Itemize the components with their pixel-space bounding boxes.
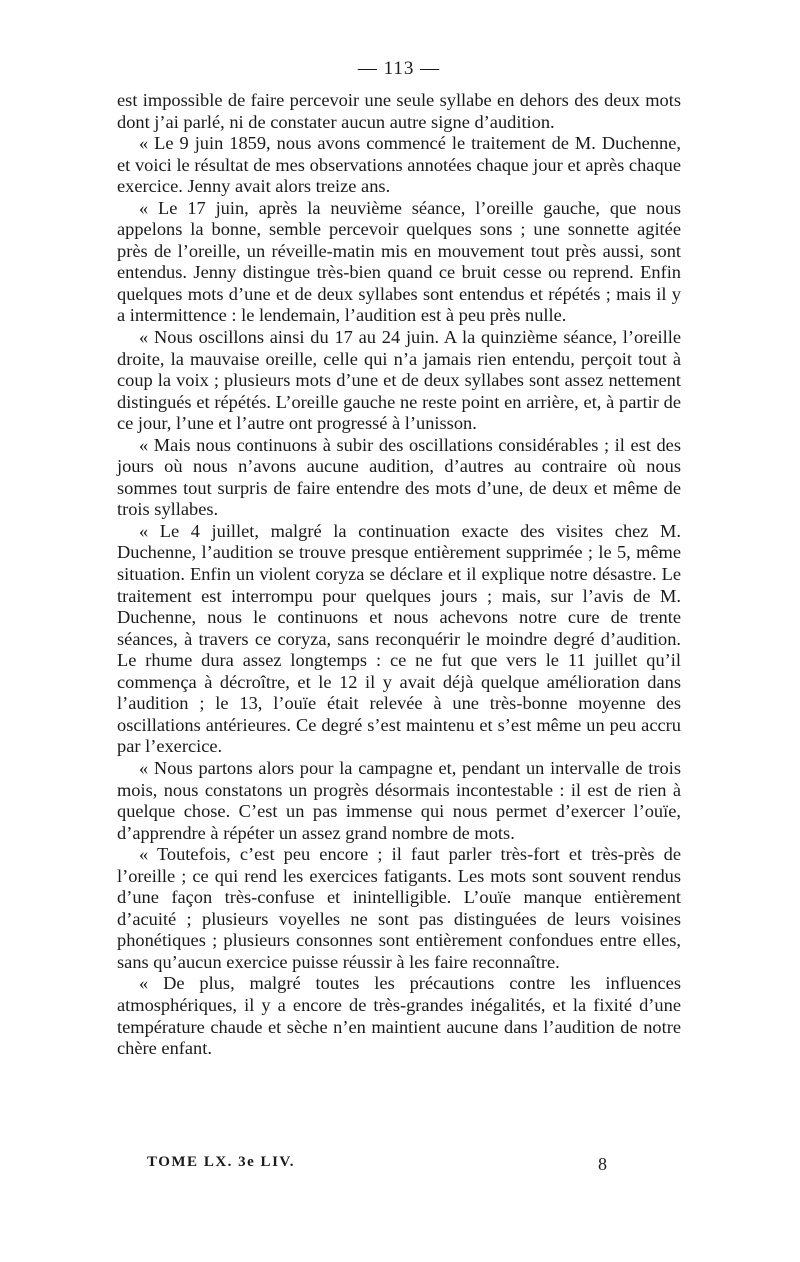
signature-mark: TOME LX. 3e LIV. — [147, 1154, 296, 1170]
paragraph: « Mais nous continuons à subir des oscillations considérables ; il est des jours où nous n’avons aucune audition, d’autres au contraire où nous sommes tout surpris de faire entendre des mots d’une, de deux et même de trois syllabes. — [117, 434, 681, 520]
sheet-number: 8 — [598, 1154, 607, 1174]
body-text — [117, 90, 681, 1060]
paragraph: est impossible de faire percevoir une seule syllabe en dehors des deux mots dont j’ai parlé, ni de constater aucun autre signe d’audition. — [117, 90, 681, 132]
paragraph: « De plus, malgré toutes les précautions contre les influences atmosphériques, il y a encore de très-grandes inégalités, et la fixité d’une température chaude et sèche n’en maintient aucune dans l’audition de notre chère enfant. — [117, 973, 681, 1059]
paragraph: « Le 17 juin, après la neuvième séance, l’oreille gauche, que nous appelons la bonne, semble percevoir quelques sons ; une sonnette agitée près de l’oreille, un réveille-matin mis en mouvement tout près aussi, sont entendus. Jenny distingue très-bien quand ce bruit cesse ou reprend. Enfin quelques mots d’une et de deux syllabes sont entendus et répétés ; mais il y a intermittence : le lendemain, l’audition est à peu près nulle. — [117, 197, 681, 326]
paragraph: « Le 9 juin 1859, nous avons commencé le traitement de M. Duchenne, et voici le résultat de mes observations annotées chaque jour et après chaque exercice. Jenny avait alors treize ans. — [117, 133, 681, 197]
paragraph: « Nous oscillons ainsi du 17 au 24 juin. A la quinzième séance, l’oreille droite, la mauvaise oreille, celle qui n’a jamais rien entendu, perçoit tout à coup la voix ; plusieurs mots d’une et de deux syllabes sont assez nettement distingués et répétés. L’oreille gauche ne reste point en arrière, et, à partir de ce jour, l’une et l’autre ont progressé à l’unisson. — [117, 327, 681, 434]
page-footer — [147, 1154, 607, 1175]
paragraph: « Nous partons alors pour la campagne et, pendant un intervalle de trois mois, nous constatons un progrès désormais incontestable : il est de rien à quelque chose. C’est un pas immense qui nous permet d’exercer l’ouïe, d’apprendre à répéter un assez grand nombre de mots. — [117, 757, 681, 843]
paragraph: « Toutefois, c’est peu encore ; il faut parler très-fort et très-près de l’oreille ; ce qui rend les exercices fatigants. Les mots sont souvent rendus d’une façon très-confuse et inintelligible. L’ouïe manque entièrement d’acuité ; plusieurs voyelles ne sont pas distinguées de leurs voisines phonétiques ; plusieurs consonnes sont entièrement confondues entre elles, sans qu’aucun exercice puisse réussir à les faire reconnaître. — [117, 844, 681, 972]
page — [117, 58, 681, 1060]
paragraph: « Le 4 juillet, malgré la continuation exacte des visites chez M. Duchenne, l’audition se trouve presque entièrement supprimée ; le 5, même situation. Enfin un violent coryza se déclare et il explique notre désastre. Le traitement est interrompu pour quelques jours ; mais, sur l’avis de M. Duchenne, nous le continuons et nous achevons notre cure de trente séances, à travers ce coryza, sans reconquérir le moindre degré d’audition. Le rhume dura assez longtemps : ce ne fut que vers le 11 juillet qu’il commença à décroître, et le 12 il y avait déjà quelque amélioration dans l’audition ; le 13, l’ouïe était relevée à une très-bonne moyenne des oscillations antérieures. Ce degré s’est maintenu et s’est même un peu accru par l’exercice. — [117, 520, 681, 757]
page-number: — 113 — — [357, 58, 441, 79]
